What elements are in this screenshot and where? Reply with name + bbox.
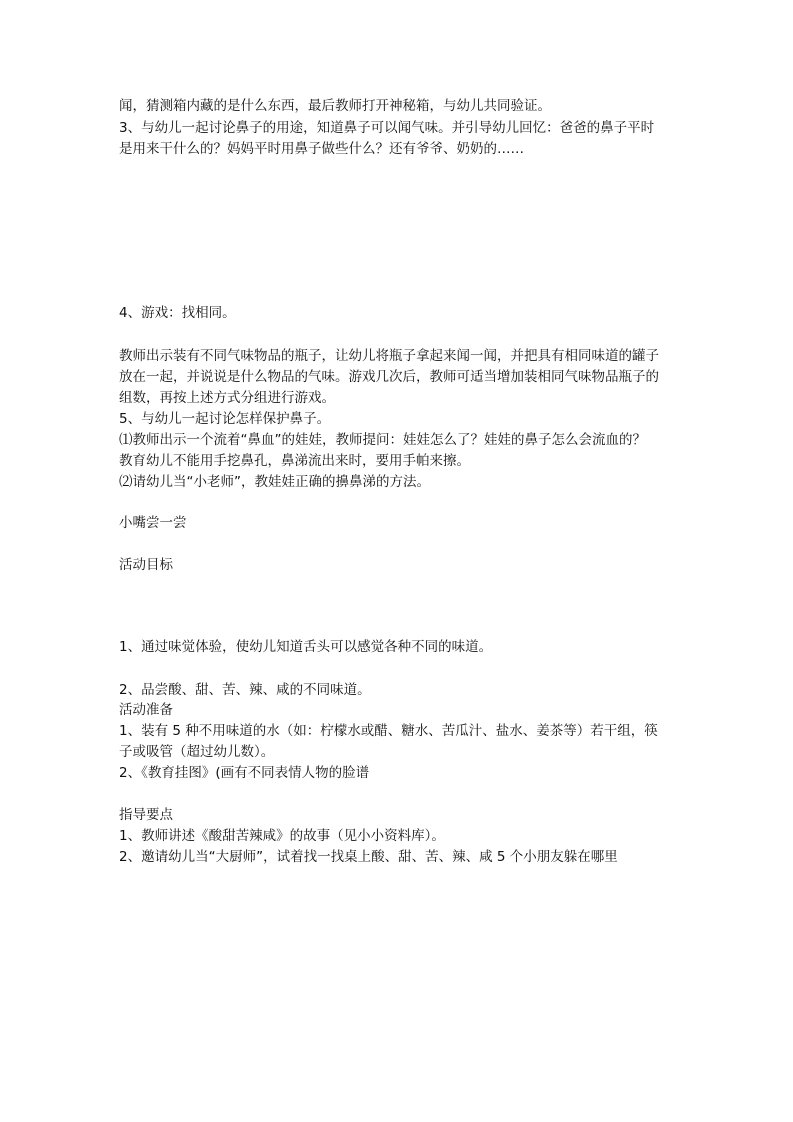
text-line: 教师出示装有不同气味物品的瓶子，让幼儿将瓶子拿起来闻一闻，并把具有相同味道的罐子 (119, 348, 659, 364)
text-line: 4、游戏：找相同。 (119, 305, 236, 321)
text-line: ⑵请幼儿当“小老师”，教娃娃正确的擤鼻涕的方法。 (119, 474, 430, 490)
text-line: 闻，猜测箱内藏的是什么东西，最后教师打开神秘箱，与幼儿共同验证。 (119, 98, 551, 114)
text-line: 3、与幼儿一起讨论鼻子的用途，知道鼻子可以闻气味。并引导幼儿回忆：爸爸的鼻子平时 (119, 120, 655, 136)
text-line: 是用来干什么的？妈妈平时用鼻子做些什么？还有爷爷、奶奶的…… (119, 141, 524, 157)
text-line: 教育幼儿不能用手挖鼻孔，鼻涕流出来时，要用手帕来擦。 (119, 453, 470, 469)
text-line: 1、通过味觉体验，使幼儿知道舌头可以感觉各种不同的味道。 (119, 639, 493, 655)
text-line: 2、《教育挂图》(画有不同表情人物的脸谱 (119, 765, 370, 781)
text-line: 2、品尝酸、甜、苦、辣、咸的不同味道。 (119, 682, 371, 698)
text-line: 2、邀请幼儿当“大厨师”，试着找一找桌上酸、甜、苦、辣、咸 5 个小朋友躲在哪里 (119, 849, 618, 865)
section-heading: 指导要点 (119, 807, 173, 823)
text-line: 1、教师讲述《酸甜苦辣咸》的故事（见小小资料库）。 (119, 828, 445, 844)
text-line: 子或吸管（超过幼儿数）。 (119, 744, 275, 760)
section-heading: 活动准备 (119, 702, 173, 718)
section-heading: 小嘴尝一尝 (119, 515, 187, 531)
text-line: 1、装有 5 种不用味道的水（如：柠檬水或醋、糖水、苦瓜汁、盐水、姜茶等）若干组，筷 (119, 723, 658, 739)
text-line: 放在一起，并说说是什么物品的气味。游戏几次后，教师可适当增加装相同气味物品瓶子的 (119, 369, 659, 385)
text-line: 组数，再按上述方式分组进行游戏。 (119, 390, 335, 406)
text-line: 5、与幼儿一起讨论怎样保护鼻子。 (119, 411, 331, 427)
text-line: ⑴教师出示一个流着“鼻血”的娃娃，教师提问：娃娃怎么了？娃娃的鼻子怎么会流血的？ (119, 432, 646, 448)
section-heading: 活动目标 (119, 557, 173, 573)
